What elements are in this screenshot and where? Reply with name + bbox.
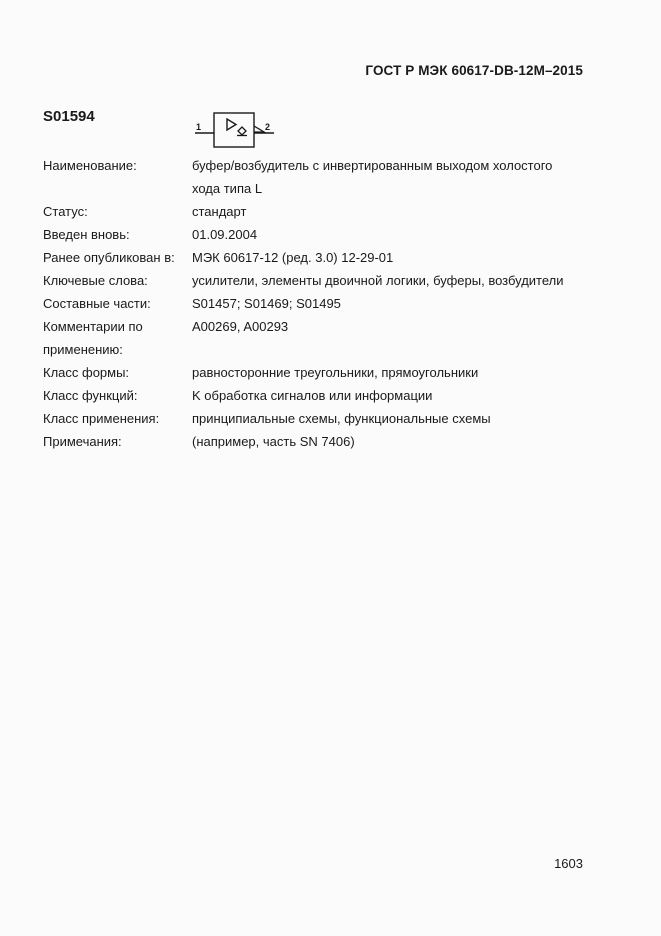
- symbol-attributes: [43, 154, 603, 453]
- page-number: 1603: [554, 856, 583, 871]
- field-value: усилители, элементы двоичной логики, буферы, возбудители: [192, 273, 564, 288]
- field-label: Наименование:: [43, 158, 137, 173]
- field-value-line: хода типа L: [192, 181, 263, 196]
- field-name: [43, 154, 603, 200]
- field-keywords: [43, 269, 603, 292]
- buffer-symbol-icon: [190, 110, 280, 150]
- field-value: S01457; S01469; S01495: [192, 296, 341, 311]
- output-pin-label: 2: [265, 122, 271, 132]
- field-label: Класс применения:: [43, 411, 160, 426]
- field-introduced: [43, 223, 603, 246]
- field-value: [192, 154, 603, 200]
- field-components: [43, 292, 603, 315]
- field-label-line: применению:: [43, 342, 123, 357]
- field-label-line: Комментарии по: [43, 319, 143, 334]
- field-value: 01.09.2004: [192, 227, 258, 242]
- field-label: Введен вновь:: [43, 227, 130, 242]
- field-label: Класс функций:: [43, 388, 138, 403]
- field-label: [43, 315, 192, 361]
- standard-reference-header: ГОСТ Р МЭК 60617-DB-12M–2015: [365, 63, 583, 78]
- field-label: Статус:: [43, 204, 88, 219]
- field-value: МЭК 60617-12 (ред. 3.0) 12-29-01: [192, 250, 394, 265]
- field-remarks: [43, 430, 603, 453]
- field-previously-published: [43, 246, 603, 269]
- field-value: принципиальные схемы, функциональные схемы: [192, 411, 491, 426]
- field-label: Составные части:: [43, 296, 151, 311]
- field-application-class: [43, 407, 603, 430]
- field-value-line: буфер/возбудитель с инвертированным выходом холостого: [192, 158, 553, 173]
- field-label: Класс формы:: [43, 365, 130, 380]
- field-status: [43, 200, 603, 223]
- symbol-id-title: S01594: [43, 108, 95, 125]
- field-value: K обработка сигналов или информации: [192, 388, 433, 403]
- field-shape-class: [43, 361, 603, 384]
- field-label: Примечания:: [43, 434, 122, 449]
- field-function-class: [43, 384, 603, 407]
- field-value: стандарт: [192, 204, 247, 219]
- field-application-notes: [43, 315, 603, 361]
- field-value: A00269, A00293: [192, 319, 289, 334]
- field-value: равносторонние треугольники, прямоугольники: [192, 365, 479, 380]
- field-value: (например, часть SN 7406): [192, 434, 355, 449]
- field-label: Ранее опубликован в:: [43, 250, 175, 265]
- input-pin-label: 1: [196, 122, 202, 132]
- field-label: Ключевые слова:: [43, 273, 148, 288]
